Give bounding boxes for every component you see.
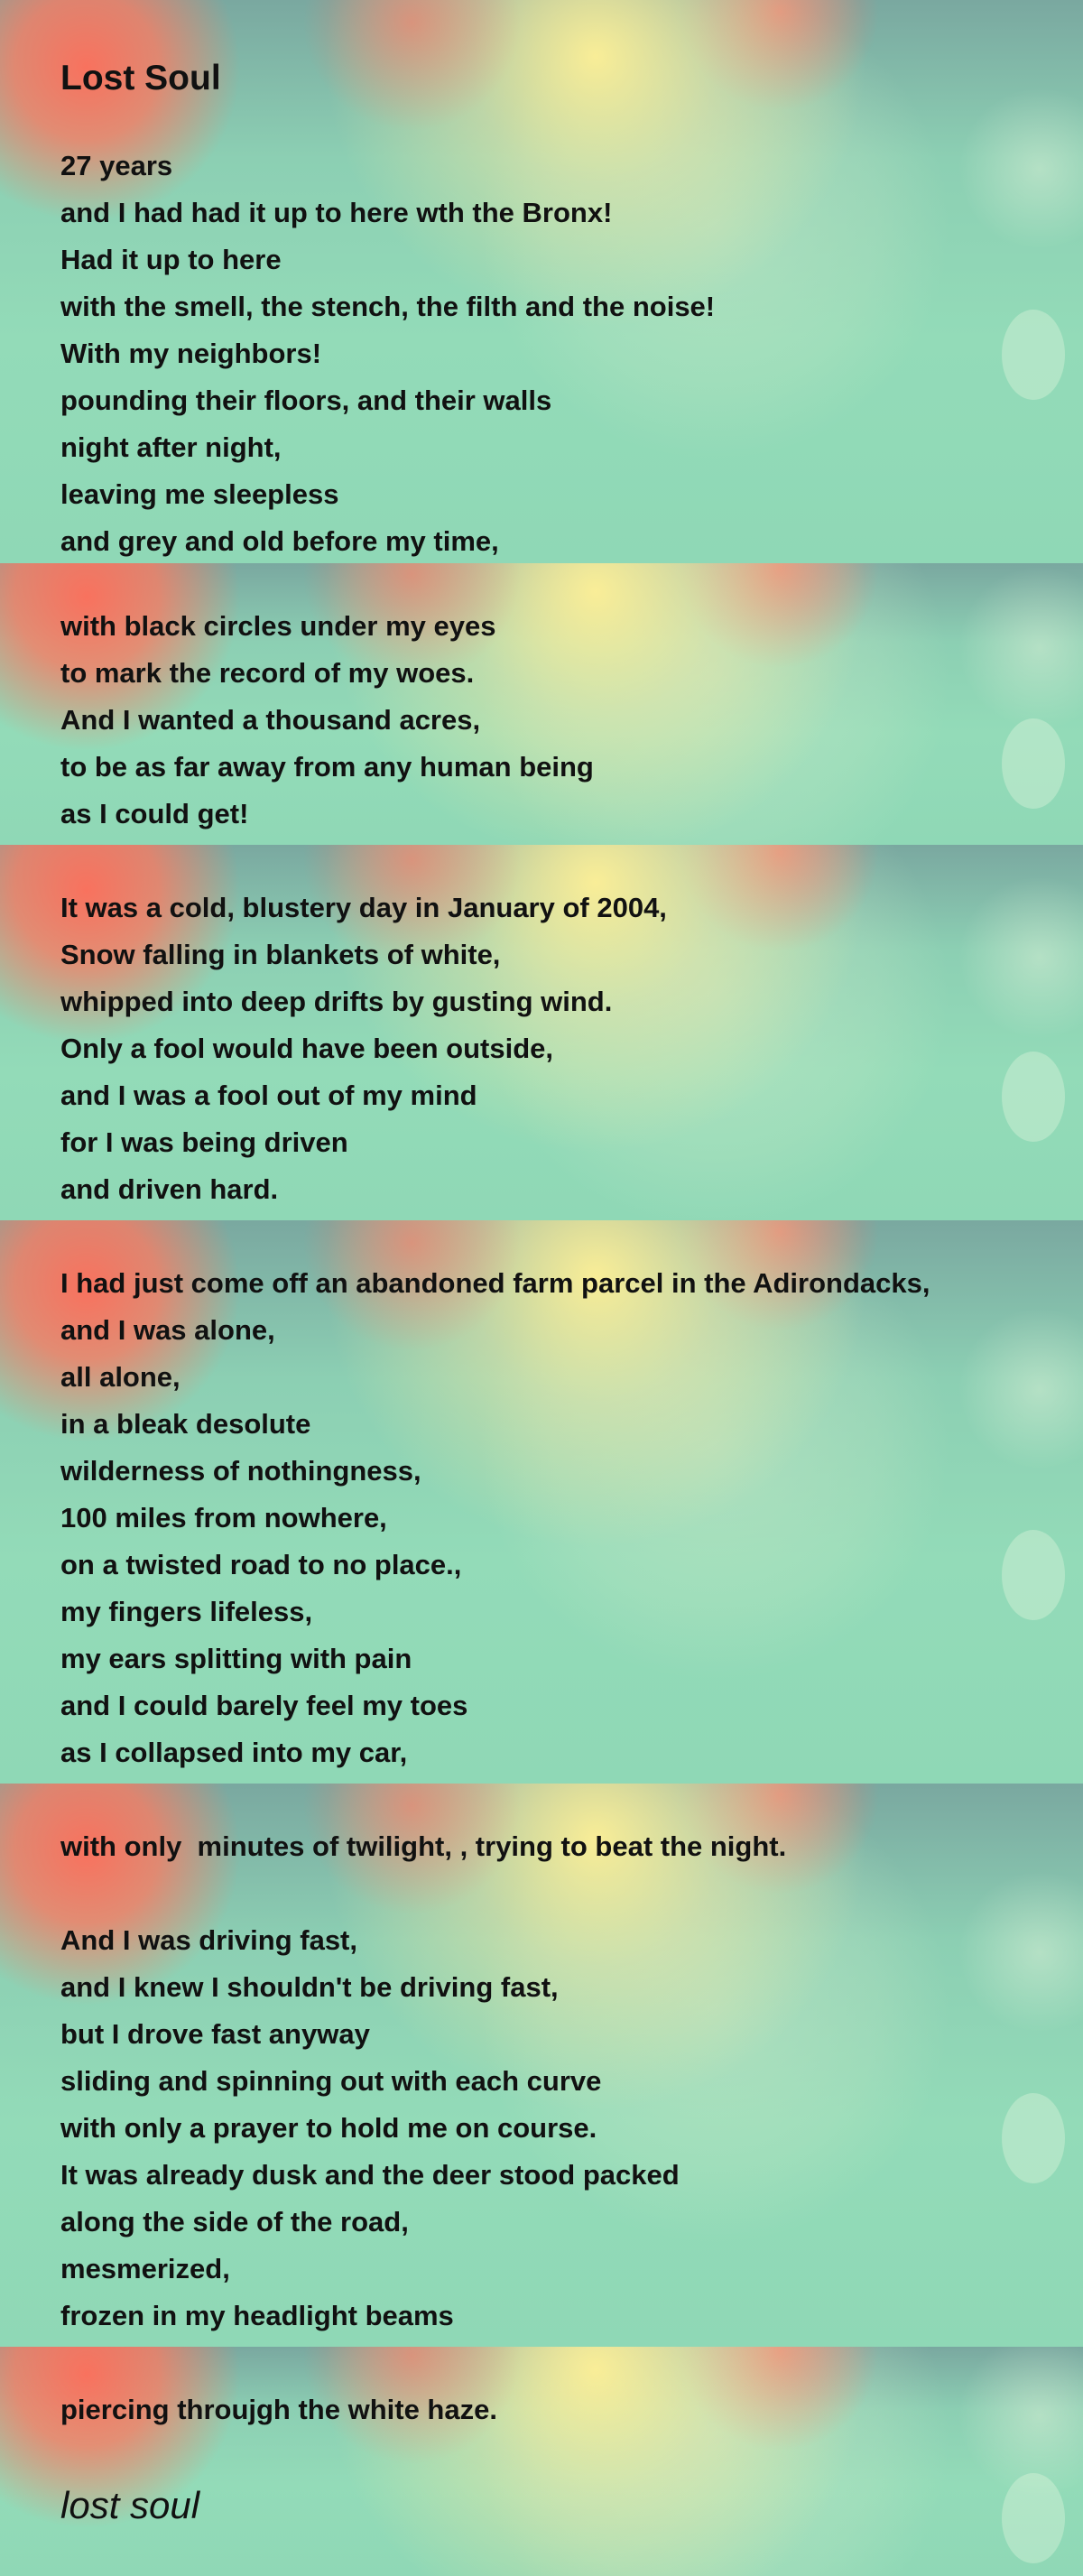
poem-line: with only a prayer to hold me on course. xyxy=(60,2112,597,2144)
poem-line: and I had had it up to here wth the Bronx! xyxy=(60,197,613,228)
poem-line: as I collapsed into my car, xyxy=(60,1737,408,1768)
poem-line: With my neighbors! xyxy=(60,338,322,369)
poem-line: my fingers lifeless, xyxy=(60,1596,313,1627)
poem-line: sliding and spinning out with each curve xyxy=(60,2065,602,2097)
poem-line: to be as far away from any human being xyxy=(60,751,594,783)
poem-line: and I could barely feel my toes xyxy=(60,1690,468,1721)
poem-line: and I knew I shouldn't be driving fast, xyxy=(60,1971,559,2003)
poem-line: 100 miles from nowhere, xyxy=(60,1502,387,1534)
poem-line: It was a cold, blustery day in January of 2004, xyxy=(60,892,667,923)
poem-stanza-1 xyxy=(60,143,1023,563)
poem-line: in a bleak desolute xyxy=(60,1408,311,1440)
poem-line: with black circles under my eyes xyxy=(60,610,496,642)
poem-line: and I was a fool out of my mind xyxy=(60,1080,477,1111)
poem-line: And I wanted a thousand acres, xyxy=(60,704,481,736)
poem-line: my ears splitting with pain xyxy=(60,1643,412,1674)
poem-signature: lost soul xyxy=(60,2484,200,2526)
poem-line: on a twisted road to no place., xyxy=(60,1549,462,1580)
poem-line: pounding their floors, and their walls xyxy=(60,385,552,416)
poem-line: along the side of the road, xyxy=(60,2206,409,2238)
poem-line: Snow falling in blankets of white, xyxy=(60,939,501,970)
poem-panel-5 xyxy=(0,1784,1083,2347)
poem-line: and driven hard. xyxy=(60,1173,279,1205)
poem-panel-4 xyxy=(0,1220,1083,1784)
poem-line: wilderness of nothingness, xyxy=(60,1455,421,1487)
poem-line: Had it up to here xyxy=(60,244,282,275)
poem-line: with the smell, the stench, the filth and the noise! xyxy=(60,291,716,322)
poem-line: night after night, xyxy=(60,431,282,463)
poem-line: It was already dusk and the deer stood packed xyxy=(60,2159,680,2191)
poem-line: And I was driving fast, xyxy=(60,1924,357,1956)
poem-line: and I was alone, xyxy=(60,1314,275,1346)
poem-line: piercing throujgh the white haze. xyxy=(60,2394,497,2425)
poem-line: whipped into deep drifts by gusting wind. xyxy=(60,986,613,1017)
stanza-break xyxy=(60,1870,1023,1917)
poem-line: all alone, xyxy=(60,1361,180,1393)
poem-line: to mark the record of my woes. xyxy=(60,657,475,689)
poem-line: I had just come off an abandoned farm parcel in the Adirondacks, xyxy=(60,1267,930,1299)
poem-line: 27 years xyxy=(60,150,173,181)
poem-line: mesmerized, xyxy=(60,2253,230,2284)
poem-line: as I could get! xyxy=(60,798,249,829)
poem-panel-2 xyxy=(0,563,1083,845)
poem-line: for I was being driven xyxy=(60,1126,348,1158)
poem-line: and grey and old before my time, xyxy=(60,525,499,557)
poem-line: with only minutes of twilight, , trying to beat the night. xyxy=(60,1830,787,1862)
poem-panel-6 xyxy=(0,2347,1083,2576)
poem-title: Lost Soul xyxy=(60,59,221,97)
poem-line: but I drove fast anyway xyxy=(60,2018,370,2050)
poem-line: leaving me sleepless xyxy=(60,478,339,510)
poem-line: Only a fool would have been outside, xyxy=(60,1033,554,1064)
poem-panel-1 xyxy=(0,0,1083,563)
poem-panel-3 xyxy=(0,845,1083,1220)
poem-line: frozen in my headlight beams xyxy=(60,2300,454,2331)
